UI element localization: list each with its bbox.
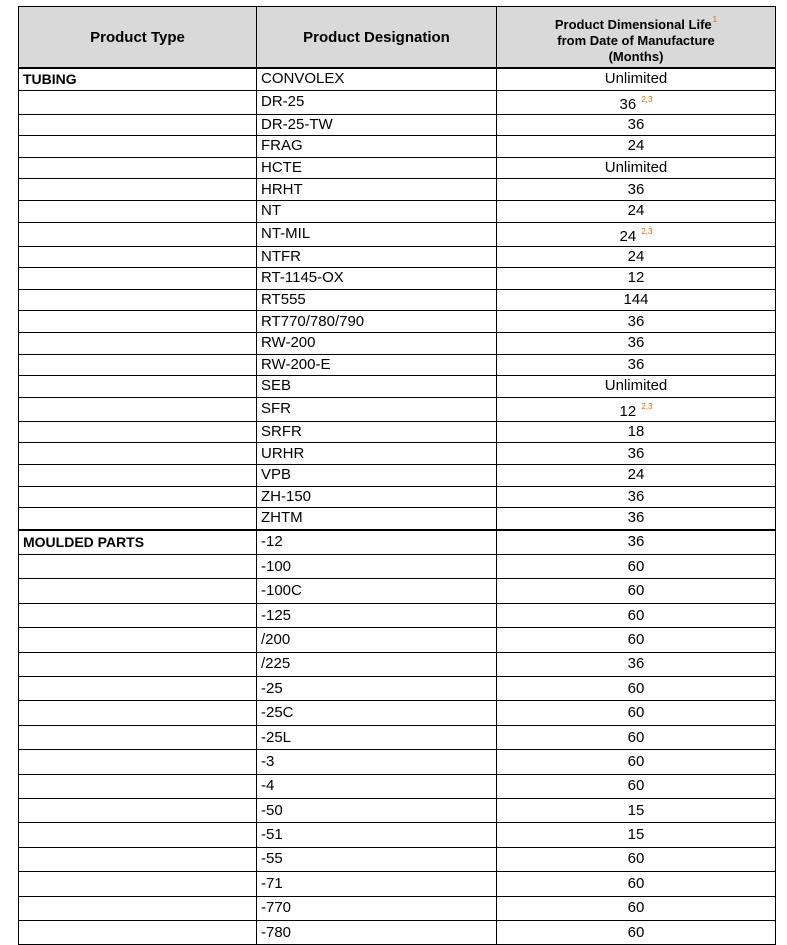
empty-cell (19, 136, 257, 158)
designation-cell: RT555 (257, 289, 497, 311)
life-value: 60 (627, 923, 645, 941)
life-value: 36 (627, 355, 645, 373)
table-row (19, 508, 776, 530)
life-cell (497, 179, 776, 201)
empty-cell (19, 157, 257, 179)
empty-cell (19, 774, 257, 798)
life-value: 18 (627, 423, 645, 441)
designation-cell: -71 (257, 872, 497, 896)
empty-cell (19, 222, 257, 246)
empty-cell (19, 311, 257, 333)
life-value: 60 (627, 752, 645, 770)
empty-cell (19, 376, 257, 398)
life-cell (497, 246, 776, 268)
life-value: 36 (627, 180, 645, 198)
life-cell (497, 268, 776, 290)
life-cell (497, 376, 776, 398)
life-value: 24 (627, 247, 645, 265)
table-row (19, 421, 776, 443)
table-row (19, 677, 776, 701)
footnote-marker: 1 (712, 14, 718, 24)
designation-cell: -55 (257, 847, 497, 871)
life-cell (497, 701, 776, 725)
life-cell (497, 677, 776, 701)
empty-cell (19, 872, 257, 896)
table-row (19, 443, 776, 465)
designation-cell: -25L (257, 725, 497, 749)
life-value: 12 (627, 269, 645, 287)
designation-cell: SFR (257, 397, 497, 421)
designation-cell: SRFR (257, 421, 497, 443)
table-row (19, 376, 776, 398)
table-row (19, 847, 776, 871)
life-value: 60 (627, 874, 645, 892)
designation-cell: -100 (257, 555, 497, 579)
designation-cell: NT-MIL (257, 222, 497, 246)
empty-cell (19, 652, 257, 676)
empty-cell (19, 354, 257, 376)
table-row (19, 179, 776, 201)
empty-cell (19, 847, 257, 871)
designation-cell: ZH-150 (257, 486, 497, 508)
life-value: 60 (627, 582, 645, 600)
empty-cell (19, 579, 257, 603)
life-value: 36 (627, 312, 645, 330)
life-value: 24 (627, 466, 645, 484)
header-life-line1: Product Dimensional Life (554, 16, 712, 32)
table-row (19, 725, 776, 749)
life-cell (497, 136, 776, 158)
life-cell (497, 443, 776, 465)
life-value: Unlimited (604, 159, 668, 177)
table-row (19, 628, 776, 652)
empty-cell (19, 90, 257, 114)
designation-cell: DR-25 (257, 90, 497, 114)
life-value: 24 (627, 202, 645, 220)
empty-cell (19, 246, 257, 268)
life-value: 36 (627, 487, 645, 505)
life-cell (497, 774, 776, 798)
life-cell (497, 847, 776, 871)
life-cell (497, 628, 776, 652)
life-value: 24 (627, 137, 645, 155)
table-row (19, 114, 776, 136)
empty-cell (19, 268, 257, 290)
life-cell (497, 486, 776, 508)
designation-cell: -3 (257, 750, 497, 774)
life-cell (497, 200, 776, 222)
designation-cell: ZHTM (257, 508, 497, 530)
footnote-marker: 2,3 (641, 94, 653, 104)
empty-cell (19, 289, 257, 311)
table-row (19, 896, 776, 920)
designation-cell: FRAG (257, 136, 497, 158)
empty-cell (19, 798, 257, 822)
table-row (19, 823, 776, 847)
designation-cell: RW-200-E (257, 354, 497, 376)
life-value: 60 (627, 899, 645, 917)
designation-cell: -25C (257, 701, 497, 725)
life-cell (497, 397, 776, 421)
life-cell (497, 421, 776, 443)
empty-cell (19, 332, 257, 354)
table-row (19, 798, 776, 822)
life-cell (497, 750, 776, 774)
designation-cell: NT (257, 200, 497, 222)
life-cell (497, 530, 776, 555)
life-cell (497, 354, 776, 376)
empty-cell (19, 508, 257, 530)
designation-cell: -25 (257, 677, 497, 701)
header-product-type: Product Type (19, 7, 257, 69)
empty-cell (19, 421, 257, 443)
designation-cell: NTFR (257, 246, 497, 268)
designation-cell: HRHT (257, 179, 497, 201)
life-value: Unlimited (604, 377, 668, 395)
life-value: 60 (627, 777, 645, 795)
designation-cell: -770 (257, 896, 497, 920)
life-value: 24 (619, 227, 637, 245)
table-body (19, 68, 776, 945)
designation-cell: DR-25-TW (257, 114, 497, 136)
designation-cell: -51 (257, 823, 497, 847)
life-value: 36 (627, 334, 645, 352)
table-row (19, 603, 776, 627)
footnote-marker: 2,3 (641, 226, 653, 236)
life-value: 15 (627, 826, 645, 844)
life-cell (497, 508, 776, 530)
empty-cell (19, 200, 257, 222)
life-cell (497, 555, 776, 579)
life-value: 36 (627, 444, 645, 462)
designation-cell: /200 (257, 628, 497, 652)
product-type-cell: MOULDED PARTS (19, 530, 257, 555)
table-row (19, 555, 776, 579)
table-row (19, 530, 776, 555)
table-row (19, 872, 776, 896)
table-row (19, 268, 776, 290)
table-row (19, 90, 776, 114)
designation-cell: -100C (257, 579, 497, 603)
life-value: 15 (627, 801, 645, 819)
designation-cell: -12 (257, 530, 497, 555)
designation-cell: CONVOLEX (257, 68, 497, 90)
header-dimensional-life (497, 7, 776, 69)
life-cell (497, 652, 776, 676)
life-cell (497, 579, 776, 603)
life-cell (497, 823, 776, 847)
life-cell (497, 896, 776, 920)
empty-cell (19, 486, 257, 508)
designation-cell: -50 (257, 798, 497, 822)
designation-cell: -4 (257, 774, 497, 798)
life-cell (497, 90, 776, 114)
empty-cell (19, 603, 257, 627)
life-value: 36 (627, 115, 645, 133)
header-product-designation: Product Designation (257, 7, 497, 69)
life-cell (497, 920, 776, 944)
life-cell (497, 289, 776, 311)
table-row (19, 652, 776, 676)
table-row (19, 289, 776, 311)
life-value: 60 (627, 728, 645, 746)
life-cell (497, 68, 776, 90)
designation-cell: VPB (257, 464, 497, 486)
empty-cell (19, 896, 257, 920)
empty-cell (19, 464, 257, 486)
table-row (19, 750, 776, 774)
life-value: 36 (627, 655, 645, 673)
table-row (19, 579, 776, 603)
table-row (19, 136, 776, 158)
empty-cell (19, 179, 257, 201)
table-row (19, 68, 776, 90)
life-cell (497, 114, 776, 136)
table-row (19, 354, 776, 376)
designation-cell: URHR (257, 443, 497, 465)
empty-cell (19, 920, 257, 944)
life-cell (497, 725, 776, 749)
empty-cell (19, 750, 257, 774)
life-cell (497, 332, 776, 354)
life-value: 60 (627, 630, 645, 648)
empty-cell (19, 701, 257, 725)
empty-cell (19, 555, 257, 579)
product-type-cell: TUBING (19, 68, 257, 90)
designation-cell: /225 (257, 652, 497, 676)
life-value: 36 (619, 95, 637, 113)
life-value: 60 (627, 679, 645, 697)
life-value: 60 (627, 606, 645, 624)
table-row (19, 332, 776, 354)
table-row (19, 200, 776, 222)
empty-cell (19, 725, 257, 749)
life-value: 36 (627, 533, 645, 551)
life-value: 12 (619, 402, 637, 420)
header-life-line3: (Months) (608, 48, 664, 64)
designation-cell: RT770/780/790 (257, 311, 497, 333)
table-row (19, 774, 776, 798)
life-cell (497, 311, 776, 333)
table-row (19, 920, 776, 944)
life-value: 36 (627, 509, 645, 527)
table-row (19, 311, 776, 333)
life-value: 60 (627, 557, 645, 575)
life-cell (497, 464, 776, 486)
life-cell (497, 222, 776, 246)
life-cell (497, 798, 776, 822)
table-row (19, 246, 776, 268)
dimensional-life-table (18, 6, 776, 945)
empty-cell (19, 443, 257, 465)
designation-cell: HCTE (257, 157, 497, 179)
table-row (19, 486, 776, 508)
table-row (19, 701, 776, 725)
empty-cell (19, 823, 257, 847)
table-row (19, 397, 776, 421)
designation-cell: -125 (257, 603, 497, 627)
life-value: 60 (627, 850, 645, 868)
footnote-marker: 2,3 (641, 401, 653, 411)
header-life-line2: from Date of Manufacture (557, 32, 715, 48)
life-cell (497, 872, 776, 896)
table-row (19, 222, 776, 246)
designation-cell: RT-1145-OX (257, 268, 497, 290)
empty-cell (19, 114, 257, 136)
table-row (19, 157, 776, 179)
designation-cell: -780 (257, 920, 497, 944)
life-cell (497, 603, 776, 627)
empty-cell (19, 628, 257, 652)
life-value: 144 (623, 291, 649, 309)
designation-cell: SEB (257, 376, 497, 398)
life-value: 60 (627, 704, 645, 722)
empty-cell (19, 397, 257, 421)
life-value: Unlimited (604, 70, 668, 88)
empty-cell (19, 677, 257, 701)
table-row (19, 464, 776, 486)
life-cell (497, 157, 776, 179)
header-row (19, 7, 776, 69)
designation-cell: RW-200 (257, 332, 497, 354)
